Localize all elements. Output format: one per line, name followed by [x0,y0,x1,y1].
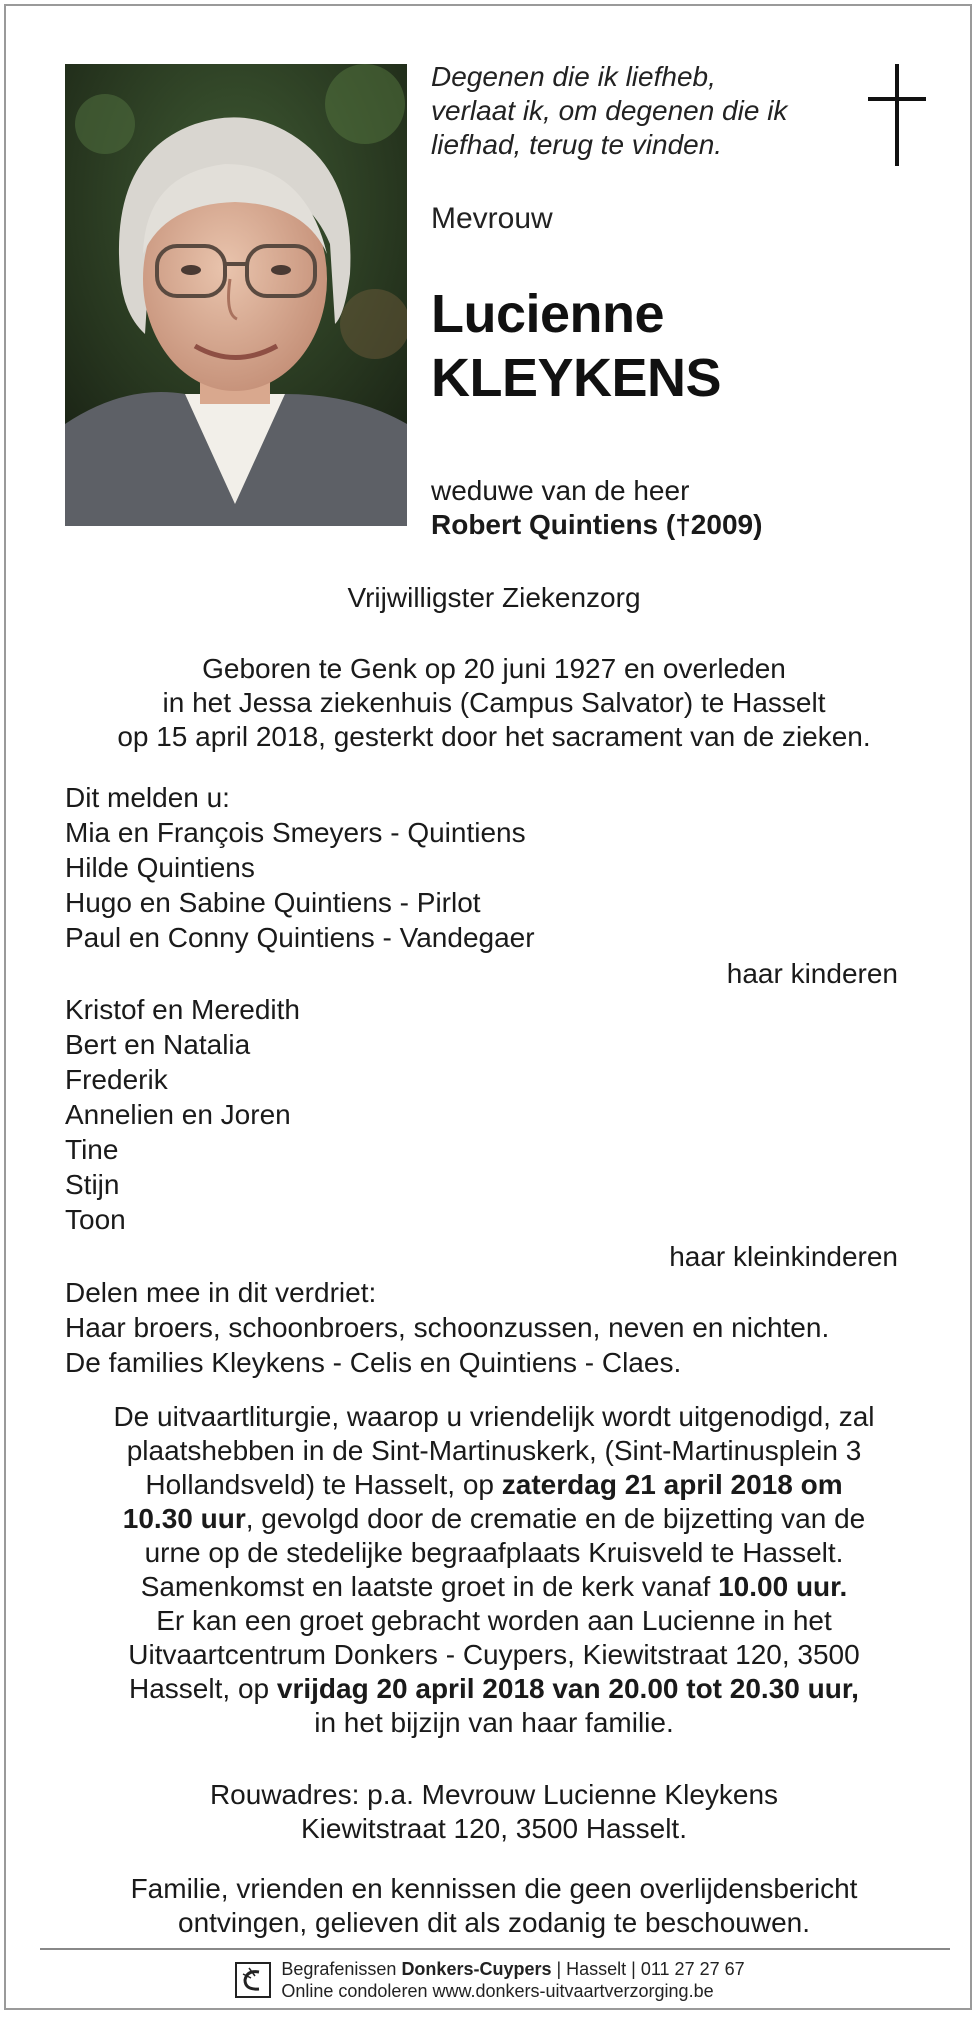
sharing-line: De families Kleykens - Celis en Quintiens - Claes. [65,1347,682,1378]
widow-line: weduwe van de heer [431,475,690,506]
gathering-time: 10.00 uur. [718,1571,848,1602]
ceremony-line [36,1468,952,1502]
grandchild-entry: Stijn [65,1169,120,1200]
funeral-home-logo-icon [235,1962,271,1998]
quote [431,60,831,162]
portrait-image [65,64,407,526]
sharing-grief [65,1275,829,1380]
footer [6,1958,974,2003]
ceremony-line [36,1672,952,1706]
sharing-line: Delen mee in dit verdriet: [65,1277,377,1308]
ceremony-line: Uitvaartcentrum Donkers - Cuypers, Kiewitstraat 120, 3500 [128,1639,860,1670]
cross-icon [868,64,926,166]
salutation: Mevrouw [431,202,553,235]
closing-line: Familie, vrienden en kennissen die geen overlijdensbericht [130,1873,858,1904]
online-condolence-link[interactable]: Online condoleren www.donkers-uitvaartverzorging.be [281,1981,714,2001]
birth-death-info [36,652,952,754]
company-name: Donkers-Cuypers [401,1959,552,1979]
role-text: Vrijwilligster Ziekenzorg [347,582,641,613]
ceremony-line: in het bijzijn van haar familie. [314,1707,674,1738]
footer-divider [40,1948,950,1950]
grandchild-entry: Annelien en Joren [65,1099,291,1130]
announcers-grandchildren [65,992,300,1237]
closing-line: ontvingen, gelieven dit als zodanig te beschouwen. [178,1907,810,1938]
first-name: Lucienne [431,284,665,344]
viewing-date: vrijdag 20 april 2018 van 20.00 tot 20.30 uur, [276,1673,859,1704]
footer-text: Begrafenissen [281,1959,402,1979]
closing-note [36,1872,952,1940]
child-entry: Hugo en Sabine Quintiens - Pirlot [65,887,481,918]
grandchild-entry: Bert en Natalia [65,1029,251,1060]
spouse-name: Robert Quintiens (†2009) [431,509,763,540]
ceremony-line [36,1570,952,1604]
announcers-children [65,780,535,955]
grandchild-entry: Toon [65,1204,126,1235]
ceremony-line [36,1502,952,1536]
child-entry: Mia en François Smeyers - Quintiens [65,817,526,848]
grandchild-entry: Kristof en Meredith [65,994,300,1025]
ceremony-line: Er kan een groet gebracht worden aan Lucienne in het [156,1605,832,1636]
grandchild-entry: Frederik [65,1064,168,1095]
obituary-card [4,4,972,2010]
grandchildren-label: haar kleinkinderen [669,1241,898,1272]
birth-death-line: in het Jessa ziekenhuis (Campus Salvator) te Hasselt [162,687,826,718]
children-label: haar kinderen [726,958,898,989]
birth-death-line: op 15 april 2018, gesterkt door het sacrament van de zieken. [117,721,871,752]
ceremony-date: zaterdag 21 april 2018 om [501,1469,843,1500]
quote-line: verlaat ik, om degenen die ik [431,95,788,126]
announcers-intro: Dit melden u: [65,782,230,813]
widow-of [431,474,762,542]
address-line: Rouwadres: p.a. Mevrouw Lucienne Kleykens [209,1779,779,1810]
ceremony-text: Hollandsveld) te Hasselt, op [145,1469,502,1500]
grandchild-entry: Tine [65,1134,119,1165]
mourning-address [36,1778,952,1846]
child-entry: Hilde Quintiens [65,852,255,883]
portrait-photo [65,64,407,526]
birth-death-line: Geboren te Genk op 20 juni 1927 en overleden [202,653,786,684]
role [36,581,952,615]
footer-line [281,1958,744,1980]
quote-line: liefhad, terug te vinden. [431,129,723,160]
last-name: KLEYKENS [431,348,722,408]
ceremony-time: 10.30 uur [122,1503,246,1534]
address-line: Kiewitstraat 120, 3500 Hasselt. [301,1813,687,1844]
ceremony-text: Hasselt, op [129,1673,277,1704]
ceremony-text: Samenkomst en laatste groet in de kerk vanaf [140,1571,719,1602]
child-entry: Paul en Conny Quintiens - Vandegaer [65,922,535,953]
ceremony-info [36,1400,952,1740]
ceremony-line: De uitvaartliturgie, waarop u vriendelijk wordt uitgenodigd, zal [113,1401,875,1432]
quote-line: Degenen die ik liefheb, [431,61,716,92]
sharing-line: Haar broers, schoonbroers, schoonzussen, neven en nichten. [65,1312,830,1343]
deceased-name [431,282,721,410]
ceremony-line: plaatshebben in de Sint-Martinuskerk, (Sint-Martinusplein 3 [126,1435,862,1466]
ceremony-text: , gevolgd door de crematie en de bijzetting van de [245,1503,866,1534]
ceremony-line: urne op de stedelijke begraafplaats Kruisveld te Hasselt. [144,1537,844,1568]
footer-contact: | Hasselt | 011 27 27 67 [551,1959,745,1979]
